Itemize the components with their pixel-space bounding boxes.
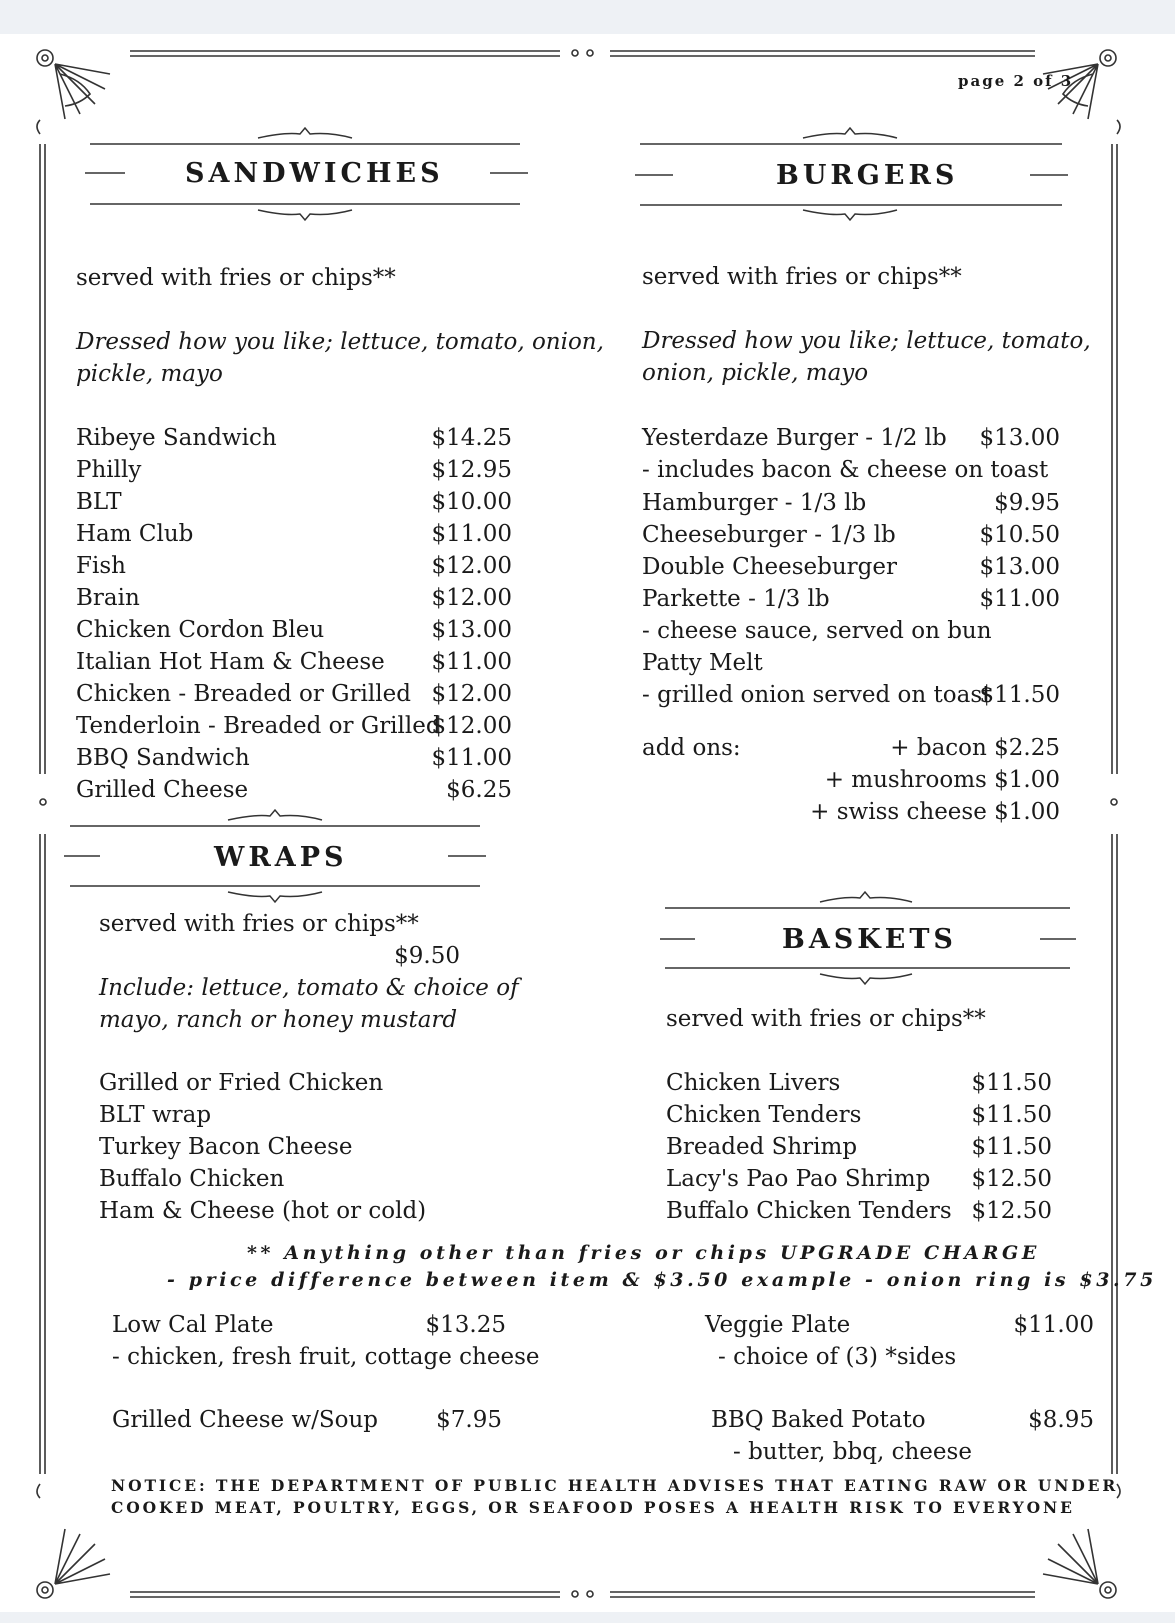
- wrap-item: Grilled or Fried Chicken: [99, 1070, 384, 1096]
- upgrade-charge-note: ** Anything other than fries or chips UPGRADE CHARGE: [247, 1242, 1040, 1264]
- plate-name: BBQ Baked Potato: [711, 1407, 926, 1433]
- wraps-served-note: served with fries or chips**: [99, 911, 419, 937]
- item-name: Italian Hot Ham & Cheese: [76, 649, 385, 675]
- item-name: Brain: [76, 585, 140, 611]
- menu-item: [76, 454, 141, 486]
- item-price: $11.00: [431, 649, 512, 675]
- wrap-item: BLT wrap: [99, 1102, 212, 1128]
- burger-line: - includes bacon & cheese on toast: [642, 457, 1049, 483]
- item-name: Ham Club: [76, 521, 194, 547]
- item-price: $13.00: [979, 554, 1060, 580]
- menu-item: [76, 582, 140, 614]
- addon-item: + mushrooms $1.00: [824, 767, 1060, 793]
- plate-description: - butter, bbq, cheese: [733, 1439, 972, 1465]
- item-price: $11.00: [431, 745, 512, 771]
- burgers-dressed-note: Dressed how you like; lettuce, tomato,: [642, 328, 1091, 354]
- sandwiches-dressed-note: Dressed how you like; lettuce, tomato, onion,: [76, 329, 604, 355]
- item-price: $12.00: [431, 553, 512, 579]
- addons-label: add ons:: [642, 735, 741, 761]
- wrap-item: Ham & Cheese (hot or cold): [99, 1198, 427, 1224]
- item-price: $9.95: [994, 490, 1060, 516]
- basket-item: Chicken Livers: [666, 1070, 841, 1096]
- plate-name: Veggie Plate: [705, 1312, 851, 1338]
- burger-line: - grilled onion served on toast: [642, 682, 992, 708]
- menu-item: [76, 742, 250, 774]
- item-price: $12.50: [971, 1198, 1052, 1224]
- item-name: Tenderloin - Breaded or Grilled: [76, 713, 441, 739]
- item-name: Chicken - Breaded or Grilled: [76, 681, 411, 707]
- item-price: $8.95: [1028, 1407, 1094, 1433]
- burgers-served-note: served with fries or chips**: [642, 264, 962, 290]
- plate-description: - chicken, fresh fruit, cottage cheese: [112, 1344, 540, 1370]
- basket-item: Breaded Shrimp: [666, 1134, 858, 1160]
- item-price: $11.00: [979, 586, 1060, 612]
- item-price: $11.00: [431, 521, 512, 547]
- menu-item: [76, 678, 411, 710]
- plate-description: - choice of (3) *sides: [718, 1344, 957, 1370]
- item-name: Fish: [76, 553, 126, 579]
- health-notice: NOTICE: THE DEPARTMENT OF PUBLIC HEALTH ADVISES THAT EATING RAW OR UNDER: [111, 1476, 1119, 1495]
- burger-line: Cheeseburger - 1/3 lb: [642, 522, 896, 548]
- wraps-heading: WRAPS: [214, 842, 348, 873]
- item-price: $12.00: [431, 713, 512, 739]
- item-price: $12.00: [431, 681, 512, 707]
- basket-item: Lacy's Pao Pao Shrimp: [666, 1166, 931, 1192]
- wraps-include-note: mayo, ranch or honey mustard: [99, 1007, 458, 1033]
- menu-item: [76, 710, 441, 742]
- burger-line: Patty Melt: [642, 650, 763, 676]
- item-name: BBQ Sandwich: [76, 745, 250, 771]
- basket-item: Chicken Tenders: [666, 1102, 862, 1128]
- item-price: $12.95: [431, 457, 512, 483]
- item-name: BLT: [76, 489, 122, 515]
- menu-item: [76, 614, 324, 646]
- item-price: $11.50: [979, 682, 1060, 708]
- basket-item: Buffalo Chicken Tenders: [666, 1198, 952, 1224]
- addon-item: + bacon $2.25: [890, 735, 1060, 761]
- item-price: $7.95: [436, 1407, 502, 1433]
- wraps-include-note: Include: lettuce, tomato & choice of: [99, 975, 519, 1001]
- baskets-heading: BASKETS: [782, 924, 957, 955]
- menu-item: [76, 422, 277, 454]
- item-name: Ribeye Sandwich: [76, 425, 277, 451]
- burgers-dressed-note: onion, pickle, mayo: [642, 360, 869, 386]
- menu-item: [76, 646, 385, 678]
- item-price: $10.00: [431, 489, 512, 515]
- baskets-served-note: served with fries or chips**: [666, 1006, 986, 1032]
- item-price: $14.25: [431, 425, 512, 451]
- burger-line: - cheese sauce, served on bun: [642, 618, 992, 644]
- burger-line: Hamburger - 1/3 lb: [642, 490, 867, 516]
- menu-item: [76, 550, 126, 582]
- sandwiches-served-note: served with fries or chips**: [76, 265, 396, 291]
- page-number: page 2 of 3: [958, 72, 1074, 90]
- item-name: Philly: [76, 457, 142, 483]
- menu-page: [0, 34, 1175, 1612]
- item-price: $11.50: [971, 1070, 1052, 1096]
- burger-line: Yesterdaze Burger - 1/2 lb: [642, 425, 947, 451]
- item-price: $13.00: [431, 617, 512, 643]
- health-notice: COOKED MEAT, POULTRY, EGGS, OR SEAFOOD POSES A HEALTH RISK TO EVERYONE: [111, 1498, 1075, 1517]
- item-price: $11.50: [971, 1134, 1052, 1160]
- item-price: $6.25: [446, 777, 512, 803]
- wrap-item: Turkey Bacon Cheese: [99, 1134, 353, 1160]
- burger-line: Double Cheeseburger: [642, 554, 898, 580]
- plate-name: Low Cal Plate: [112, 1312, 274, 1338]
- sandwiches-heading: SANDWICHES: [185, 158, 444, 189]
- wraps-price: $9.50: [394, 943, 460, 969]
- upgrade-charge-note: - price difference between item & $3.50 example - onion ring is $3.75: [167, 1269, 1157, 1291]
- burgers-heading: BURGERS: [776, 160, 959, 191]
- plate-name: Grilled Cheese w/Soup: [112, 1407, 379, 1433]
- item-price: $10.50: [979, 522, 1060, 548]
- item-price: $12.00: [431, 585, 512, 611]
- addon-item: + swiss cheese $1.00: [810, 799, 1060, 825]
- wrap-item: Buffalo Chicken: [99, 1166, 285, 1192]
- item-price: $11.00: [1013, 1312, 1094, 1338]
- item-name: Chicken Cordon Bleu: [76, 617, 325, 643]
- item-price: $13.00: [979, 425, 1060, 451]
- menu-item: [76, 486, 122, 518]
- sandwiches-dressed-note: pickle, mayo: [76, 361, 223, 387]
- item-name: Grilled Cheese: [76, 777, 249, 803]
- menu-item: [76, 518, 193, 550]
- burger-line: Parkette - 1/3 lb: [642, 586, 830, 612]
- item-price: $13.25: [425, 1312, 506, 1338]
- item-price: $12.50: [971, 1166, 1052, 1192]
- item-price: $11.50: [971, 1102, 1052, 1128]
- menu-item: [76, 774, 248, 806]
